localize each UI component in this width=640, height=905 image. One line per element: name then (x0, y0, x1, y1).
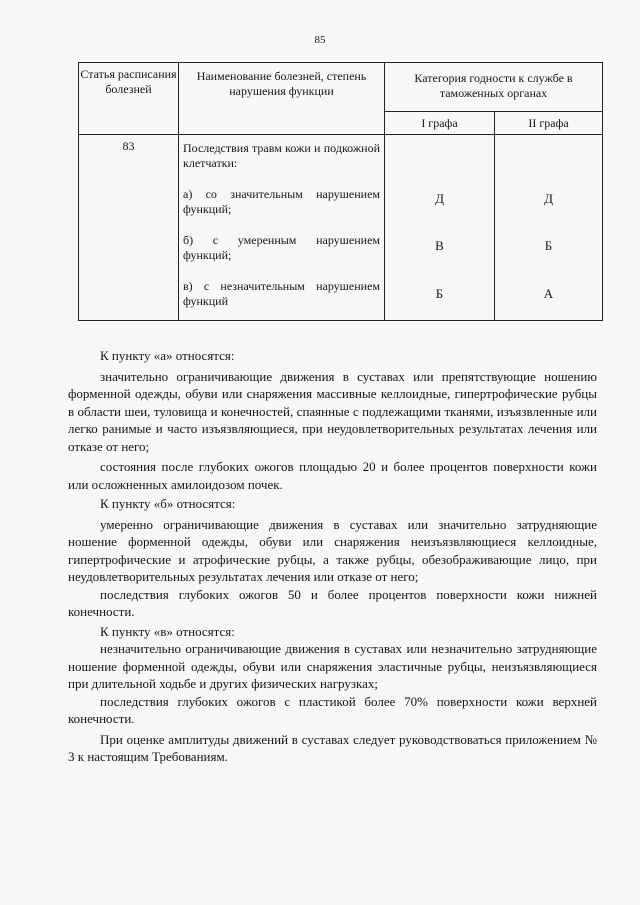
section-b-paragraph-1: умеренно ограничивающие движения в суставах или значительно затрудняющие ношение форменной одежды, обуви или снаряжения неизъязвляющиеся келлоидные, гипертрофические и атрофические рубцы, а также рубцы, обезображивающие лицо, при неудовлетворительных результатах лечения или отказе от него; (68, 516, 597, 584)
table-header-row (79, 63, 603, 112)
header-disease-name: Наименование болезней, степень нарушения функции (179, 63, 385, 135)
section-a-heading: К пункту «а» относятся: (100, 348, 235, 363)
item-a-cat-1: Д (435, 191, 444, 206)
header-col-1: I графа (385, 112, 495, 135)
item-c-cat-1: Б (435, 286, 444, 301)
article-number: 83 (79, 135, 179, 321)
item-c-cat-2: А (543, 286, 554, 301)
category-col-1 (385, 135, 495, 321)
header-article: Статья расписания болезней (79, 63, 179, 135)
category-col-2 (495, 135, 603, 321)
section-b-paragraph-2: последствия глубоких ожогов 50 и более процентов поверхности кожи нижней конечности. (68, 586, 597, 619)
fitness-category-table (78, 62, 603, 321)
header-category: Категория годности к службе в таможенных органах (385, 63, 603, 112)
item-b-cat-1: В (435, 238, 444, 253)
item-c-text: в) с незначительным нарушением функций (183, 279, 380, 308)
item-b-text: б) с умеренным нарушением функций; (183, 233, 380, 262)
section-v-paragraph-1: незначительно ограничивающие движения в суставах или незначительно затрудняющие ношение форменной одежды, обуви или снаряжения эластичные рубцы, неизъязвляющиеся при длительной ходьбе и других физических нагрузках; (68, 641, 597, 691)
section-v-paragraph-2: последствия глубоких ожогов с пластикой более 70% поверхности кожи верхней конечности. (68, 693, 597, 726)
final-paragraph: При оценке амплитуды движений в суставах следует руководствоваться приложением № 3 к настоящим Требованиям. (68, 731, 597, 764)
item-b-cat-2: Б (544, 238, 553, 253)
disease-description (179, 135, 385, 321)
page-number: 85 (314, 34, 326, 46)
disease-title: Последствия травм кожи и подкожной клетчатки: (183, 141, 380, 170)
item-a-cat-2: Д (544, 191, 553, 206)
item-a-text: а) со значительным нарушением функций; (183, 187, 380, 216)
section-a-paragraph-2: состояния после глубоких ожогов площадью 20 и более процентов поверхности кожи или осложненных амилоидозом почек. (68, 459, 597, 492)
header-col-2: II графа (495, 112, 603, 135)
table-row (79, 135, 603, 321)
section-v-heading: К пункту «в» относятся: (100, 623, 235, 639)
explanatory-text (68, 345, 597, 766)
section-b-heading: К пункту «б» относятся: (100, 496, 236, 511)
section-a-paragraph-1: значительно ограничивающие движения в суставах или препятствующие ношению форменной одежды, обуви или снаряжения массивные келлоидные, гипертрофические рубцы в области шеи, туловища и конечностей, спаянные с подлежащими тканями, изъязвленные или легко ранимые и часто изъязвляющиеся, при неудовлетворительных результатах лечения или отказе от него; (68, 368, 597, 454)
